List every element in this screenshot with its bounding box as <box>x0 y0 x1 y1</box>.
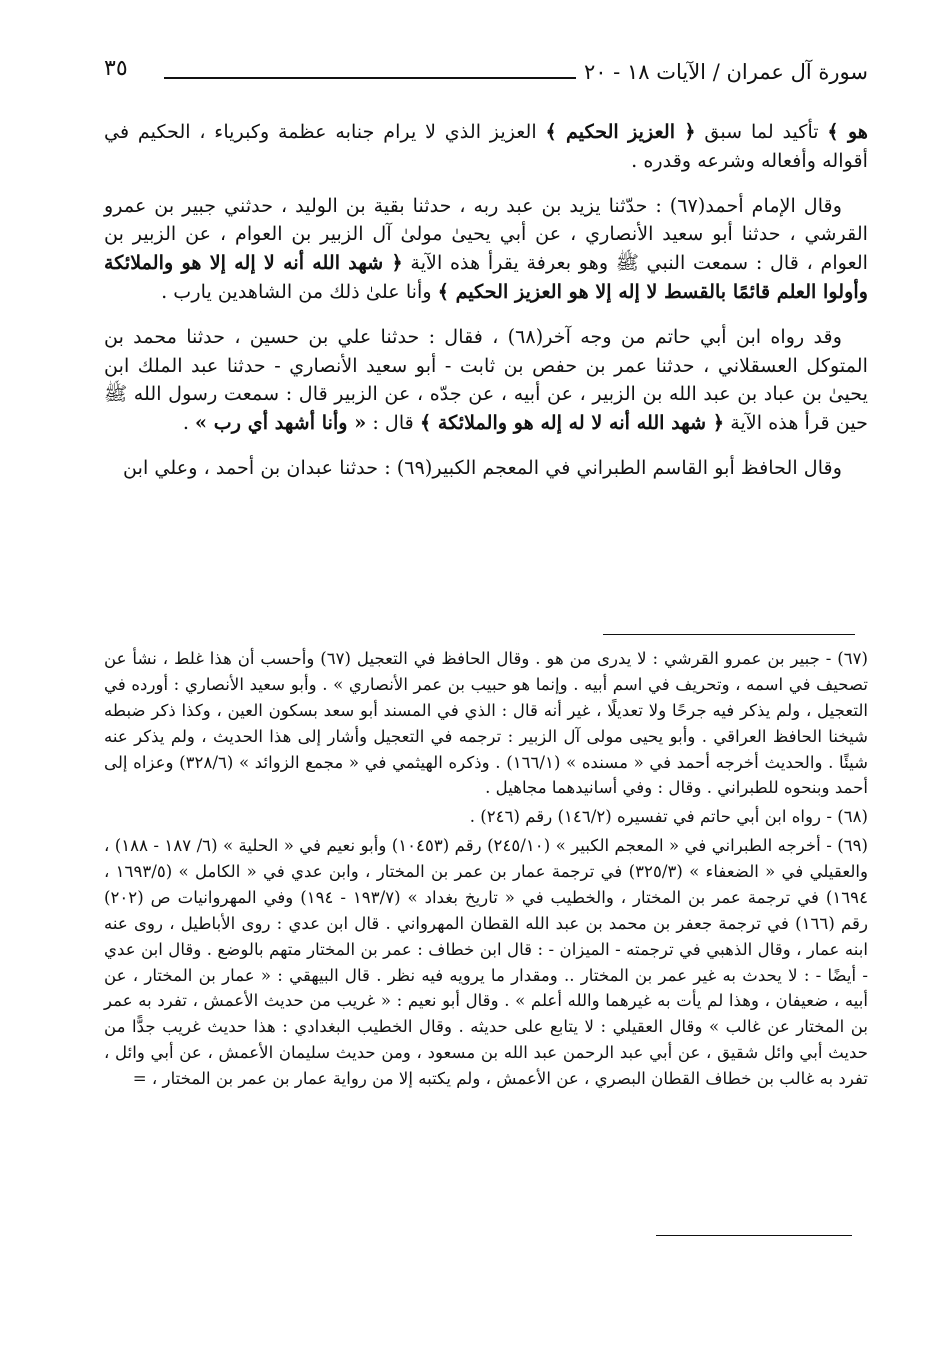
paragraph-3 <box>104 323 868 438</box>
quran-verse: ﴿ شهد الله أنه لا إله إلا هو والملائكة وأولوا العلم قائمًا بالقسط لا إله إلا هو العزيز الحكيم ﴾ <box>104 251 868 303</box>
header-rule <box>164 77 576 79</box>
commentary-text: . <box>182 411 196 435</box>
paragraph-2 <box>104 192 868 307</box>
footnote-69: (٦٩) - أخرجه الطبراني في « المعجم الكبير » (٢٤٥/١٠) رقم (١٠٤٥٣) وأبو نعيم في « الحلية » (٦/ ١٨٧ - ١٨٨) ، والعقيلي في « الضعفاء » (٣٢٥/٣) في ترجمة عمار بن عمر بن المختار ، وابن عدي في « الكامل » (١٦٩٣/٥ ، ١٦٩٤) في ترجمة عمر بن المختار ، والخطيب في « تاريخ بغداد » (١٩٣/٧ - ١٩٤) وفي المهروانيات ص (٢٠٢) رقم (١٦٦) في ترجمة جعفر بن محمد بن عبد الله القطان المهرواني . قال ابن عدي : روى الأباطيل ، روى عنه ابنه عمار ، وقال الذهبي في ترجمته - الميزان - : قال ابن خطاف : عمر بن المختار متهم بالوضع . وقال ابن عدي - أيضًا - : لا يحدث به غير عمر بن المختار .. ومقدار ما يرويه فيه نظر . قال البيهقي : « عمار بن المختار ، عن أبيه ، ضعيفان ، وهذا لم يأت به غيرهما والله أعلم » . وقال أبو نعيم : « غريب من حديث الأعمش ، تفرد به عمر بن المختار عن غالب » وقال العقيلي : لا يتابع على حديثه . وقال الخطيب البغدادي : هذا حديث غريب جدًّا من حديث أبي وائل شقيق ، عن أبي عبد الرحمن عبد الله بن مسعود ، ومن حديث سليمان الأعمش ، عن أبي وائل ، تفرد به غالب بن خطاف القطان البصري ، عن الأعمش ، ولم يكتبه إلا من رواية عمار بن عمر بن المختار ، = <box>104 836 869 1088</box>
commentary-text: وأنا علىٰ ذلك من الشاهدين يارب . <box>161 279 438 303</box>
commentary-text: العزيز الذي لا يرام جنابه عظمة وكبرياء ، الحكيم في أقواله وأفعاله وشرعه وقدره . <box>104 120 868 172</box>
running-title: سورة آل عمران / الآيات ١٨ - ٢٠ <box>583 60 868 84</box>
paragraph-4: وقال الحافظ أبو القاسم الطبراني في المعجم الكبير(٦٩) : حدثنا عبدان بن أحمد ، وعلي ابن <box>123 455 842 479</box>
hadith-chain: وقد رواه ابن أبي حاتم من وجه آخر(٦٨) ، فقال : حدثنا علي بن حسين ، حدثنا محمد بن المتوكل العسقلاني ، حدثنا عمر بن حفص بن ثابت - أبو سعيد الأنصاري - حدثنا عبد الملك ابن يحيىٰ بن عباد بن عبد الله بن الزبير ، عن أبيه ، عن جدّه ، عن الزبير قال : سمعت رسول الله ﷺ حين قرأ هذه الآية <box>104 324 868 435</box>
page-number: ٣٥ <box>104 56 128 81</box>
quran-quote: ﴿ العزيز الحكيم ﴾ <box>545 120 696 143</box>
footnote-67: (٦٧) - جبير بن عمرو القرشي : لا يدرى من هو . وقال الحافظ في التعجيل (٦٧) وأحسب أن هذا غلط ، نشأ عن تصحيف في اسمه ، وتحريف في اسم أبيه . وإنما هو حبيب بن عمر الأنصاري » . وأبو سعيد الأنصاري : أورده في التعجيل ، ولم يذكر فيه جرحًا ولا تعديلًا ، غير أنه قال : الذي في المسند أبو سعد بسكون العين ، وكذا ذكر ضبطه شيخنا الحافظ العراقي . وأبو يحيى مولى آل الزبير : ترجمه في التعجيل وأشار إلى هذا الحديث ، ولم يذكر عنه شيئًا . والحديث أخرجه أحمد في « مسنده » (١٦٦/١) . وذكره الهيثمي في « مجمع الزوائد » (٣٢٨/٦) وعزاه إلى أحمد وبنحوه للطبراني . وقال : وفي أسانيدهما مجاهيل . <box>104 649 868 798</box>
end-rule <box>656 1235 852 1236</box>
quran-verse: ﴿ شهد الله أنه لا له إله هو والملائكة ﴾ <box>419 411 725 435</box>
prophetic-saying: « وأنا أشهد أي رب » <box>195 411 367 435</box>
hadith-chain: وقال الإمام أحمد(٦٧) : حدّثنا يزيد بن عبد ربه ، حدثنا بقية بن الوليد ، حدثني جبير بن عمرو القرشي ، حدثنا أبو سعيد الأنصاري ، عن أبي يحيىٰ مولىٰ آل الزبير بن العوام ، عن الزبير بن العوام ، قال : سمعت النبي ﷺ وهو بعرفة يقرأ هذه الآية <box>104 193 868 275</box>
commentary-text: تأكيد لما سبق <box>695 120 828 143</box>
commentary-text: قال : <box>366 411 420 435</box>
paragraph-1 <box>104 118 868 176</box>
page-header <box>104 52 868 96</box>
footnotes <box>104 646 868 1095</box>
footnote-separator <box>603 634 855 635</box>
footnote-68: (٦٨) - رواه ابن أبي حاتم في تفسيره (١٤٦/٢) رقم (٢٤٦) . <box>469 807 868 827</box>
main-text <box>104 118 868 483</box>
quran-fragment: هو ﴾ <box>827 120 869 143</box>
